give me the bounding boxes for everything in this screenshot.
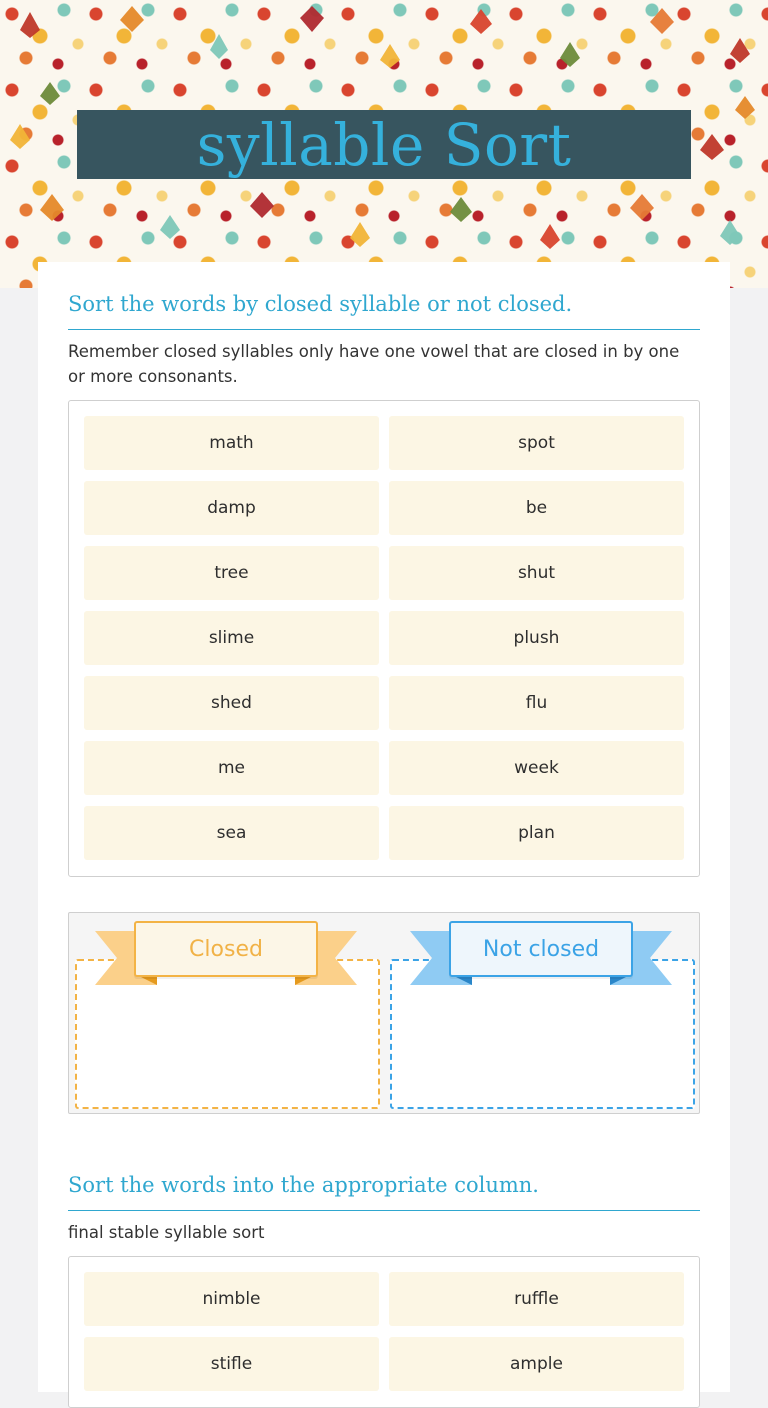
- word-tile[interactable]: nimble: [84, 1272, 379, 1326]
- word-tile[interactable]: sea: [84, 806, 379, 860]
- category-label-closed: Closed: [134, 921, 318, 977]
- section-2-heading: Sort the words into the appropriate column.: [68, 1173, 539, 1197]
- category-ribbon-closed: [95, 921, 357, 987]
- header-banner: [0, 0, 768, 288]
- category-ribbon-not-closed: [410, 921, 672, 987]
- word-tile[interactable]: be: [389, 481, 684, 535]
- word-tile[interactable]: damp: [84, 481, 379, 535]
- title-bar: [77, 110, 691, 179]
- word-bank-1: [68, 400, 700, 877]
- sort-area: [68, 912, 700, 1114]
- word-tile[interactable]: slime: [84, 611, 379, 665]
- word-tile[interactable]: stifle: [84, 1337, 379, 1391]
- section-1-instructions: Remember closed syllables only have one vowel that are closed in by one or more consonants.: [68, 342, 680, 386]
- word-tile[interactable]: me: [84, 741, 379, 795]
- word-tile[interactable]: math: [84, 416, 379, 470]
- word-tile[interactable]: shut: [389, 546, 684, 600]
- word-tile[interactable]: plan: [389, 806, 684, 860]
- worksheet-card: [38, 262, 730, 1392]
- section-2-instructions: final stable syllable sort: [68, 1223, 265, 1242]
- word-tile[interactable]: ruffle: [389, 1272, 684, 1326]
- word-tile[interactable]: tree: [84, 546, 379, 600]
- word-tile[interactable]: shed: [84, 676, 379, 730]
- section-2-divider: [68, 1210, 700, 1211]
- word-tile[interactable]: plush: [389, 611, 684, 665]
- section-1-heading: Sort the words by closed syllable or not closed.: [68, 292, 573, 316]
- word-bank-2: [68, 1256, 700, 1408]
- word-tile[interactable]: ample: [389, 1337, 684, 1391]
- word-tile[interactable]: spot: [389, 416, 684, 470]
- category-label-not-closed: Not closed: [449, 921, 633, 977]
- page-title: syllable Sort: [196, 110, 572, 179]
- section-1-divider: [68, 329, 700, 330]
- word-tile[interactable]: week: [389, 741, 684, 795]
- word-tile[interactable]: flu: [389, 676, 684, 730]
